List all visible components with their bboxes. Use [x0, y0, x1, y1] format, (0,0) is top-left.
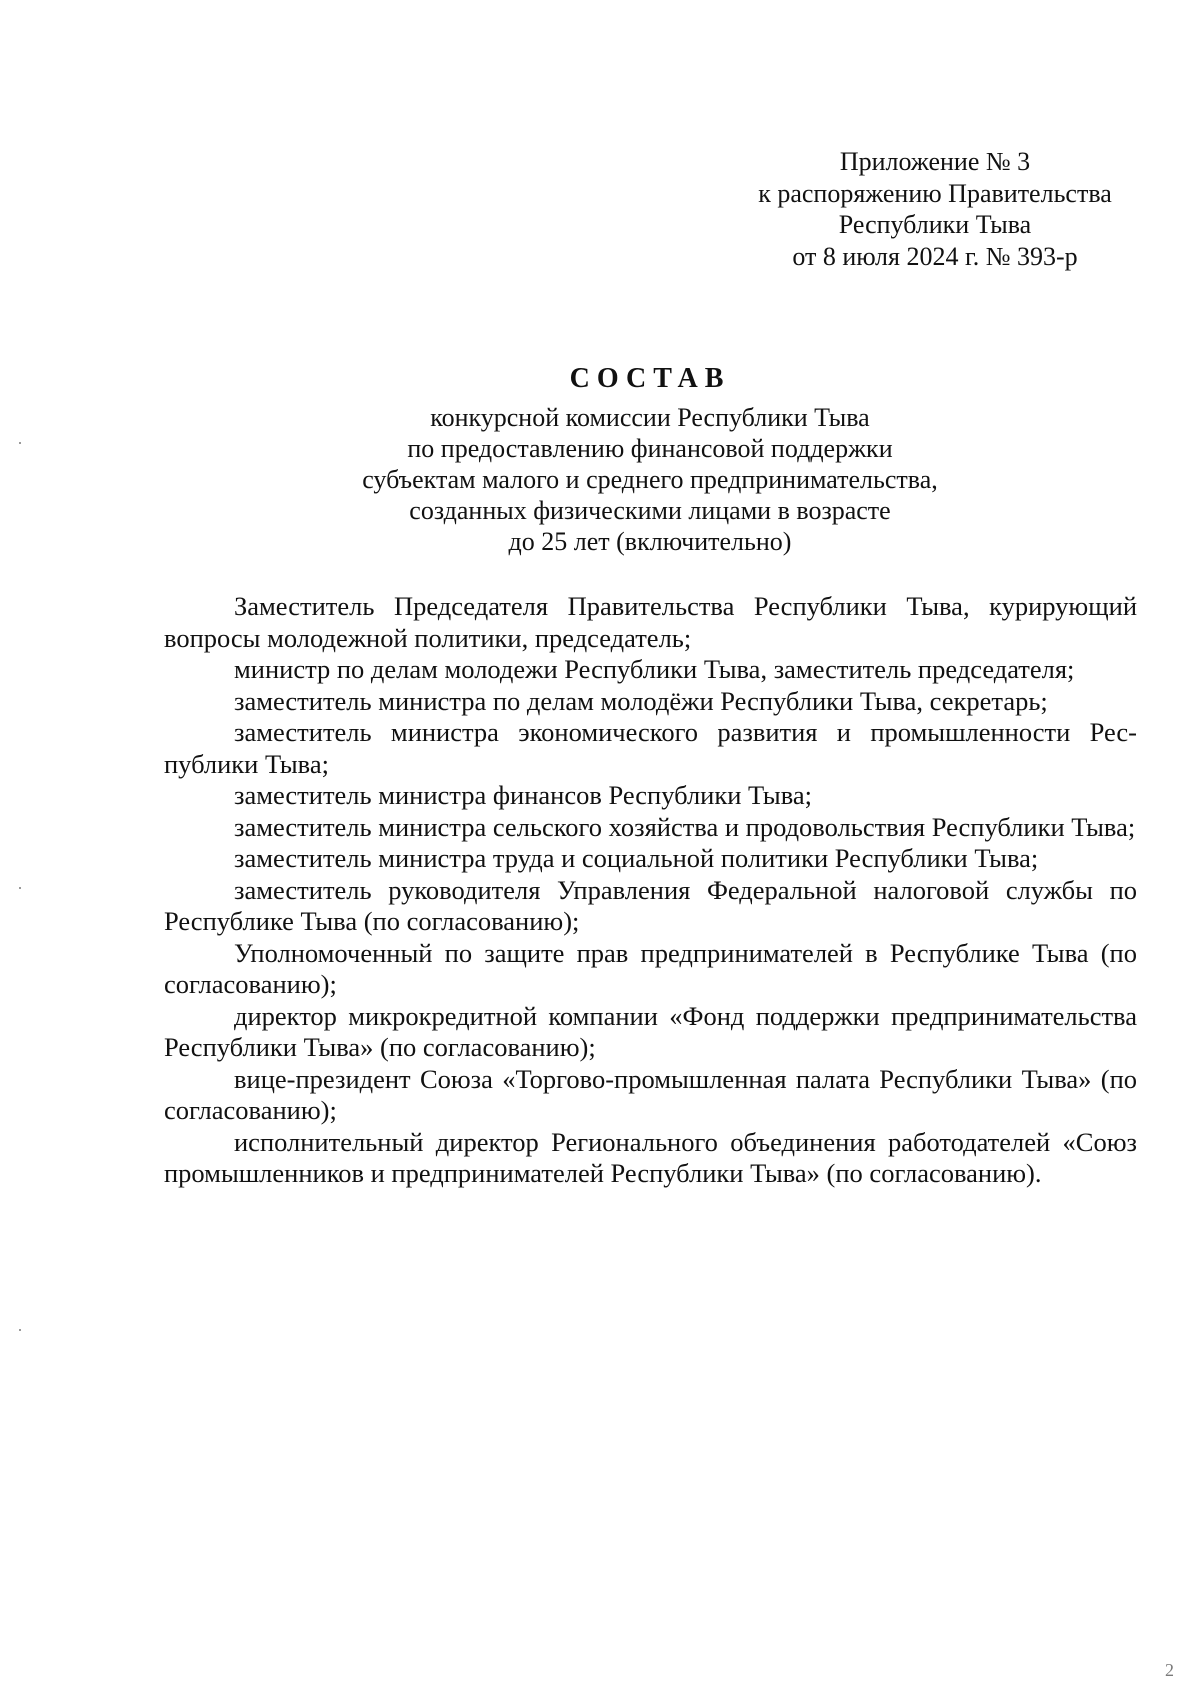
- member-item: заместитель министра экономического развития и промышленности Республики Тыва;: [164, 717, 1137, 779]
- appendix-order-ref: к распоряжению Правительства: [758, 178, 1112, 208]
- appendix-number: Приложение № 3: [839, 147, 1031, 176]
- member-item: Уполномоченный по защите прав предпринимателей в Республике Тыва (по согласованию);: [164, 937, 1137, 999]
- title-subtitle-line: субъектам малого и среднего предпринимательства,: [362, 465, 938, 494]
- commission-members-list: [164, 591, 1137, 1190]
- title-subtitle-line: по предоставлению финансовой поддержки: [407, 434, 893, 463]
- member-item: заместитель министра финансов Республики Тыва;: [234, 780, 812, 810]
- title-subtitle-line: до 25 лет (включительно): [508, 527, 792, 556]
- appendix-republic: Республики Тыва: [838, 210, 1032, 239]
- member-item: заместитель министра сельского хозяйства и продовольствия Республики Тыва;: [234, 811, 1136, 842]
- scan-dot: [19, 442, 21, 444]
- scan-dot: [19, 1329, 21, 1331]
- title-subtitle-line: созданных физическими лицами в возрасте: [409, 496, 891, 525]
- appendix-header: [700, 146, 1170, 272]
- member-item: министр по делам молодежи Республики Тыва, заместитель председателя;: [234, 654, 1075, 684]
- title-subtitle-line: конкурсной комиссии Республики Тыва: [430, 403, 870, 432]
- title-main: СОСТАВ: [569, 363, 731, 394]
- appendix-date-number: от 8 июля 2024 г. № 393-р: [792, 241, 1078, 271]
- member-item: исполнительный директор Регионального объединения работодателей «Союз промышленников и предпринимателей Республики Тыва» (по согласованию).: [164, 1126, 1137, 1188]
- member-item: заместитель министра по делам молодёжи Республики Тыва, секретарь;: [234, 685, 1048, 716]
- title-subtitle: [160, 402, 1140, 557]
- member-item: директор микрокредитной компании «Фонд поддержки предпринимательства Республики Тыва» (по согласованию);: [164, 1000, 1137, 1062]
- member-item: вице-президент Союза «Торгово-промышленная палата Республики Тыва» (по согласованию);: [164, 1063, 1137, 1125]
- member-item: заместитель министра труда и социальной политики Республики Тыва;: [234, 843, 1039, 873]
- member-item: заместитель руководителя Управления Федеральной налоговой службы по Республике Тыва (по согласованию);: [164, 874, 1137, 936]
- member-item: Заместитель Председателя Правительства Республики Тыва, курирующий вопросы молодежной политики, председатель;: [164, 591, 1137, 653]
- page-number: 2: [1165, 1660, 1174, 1680]
- scan-dot: [19, 887, 21, 889]
- document-title: [160, 360, 1140, 557]
